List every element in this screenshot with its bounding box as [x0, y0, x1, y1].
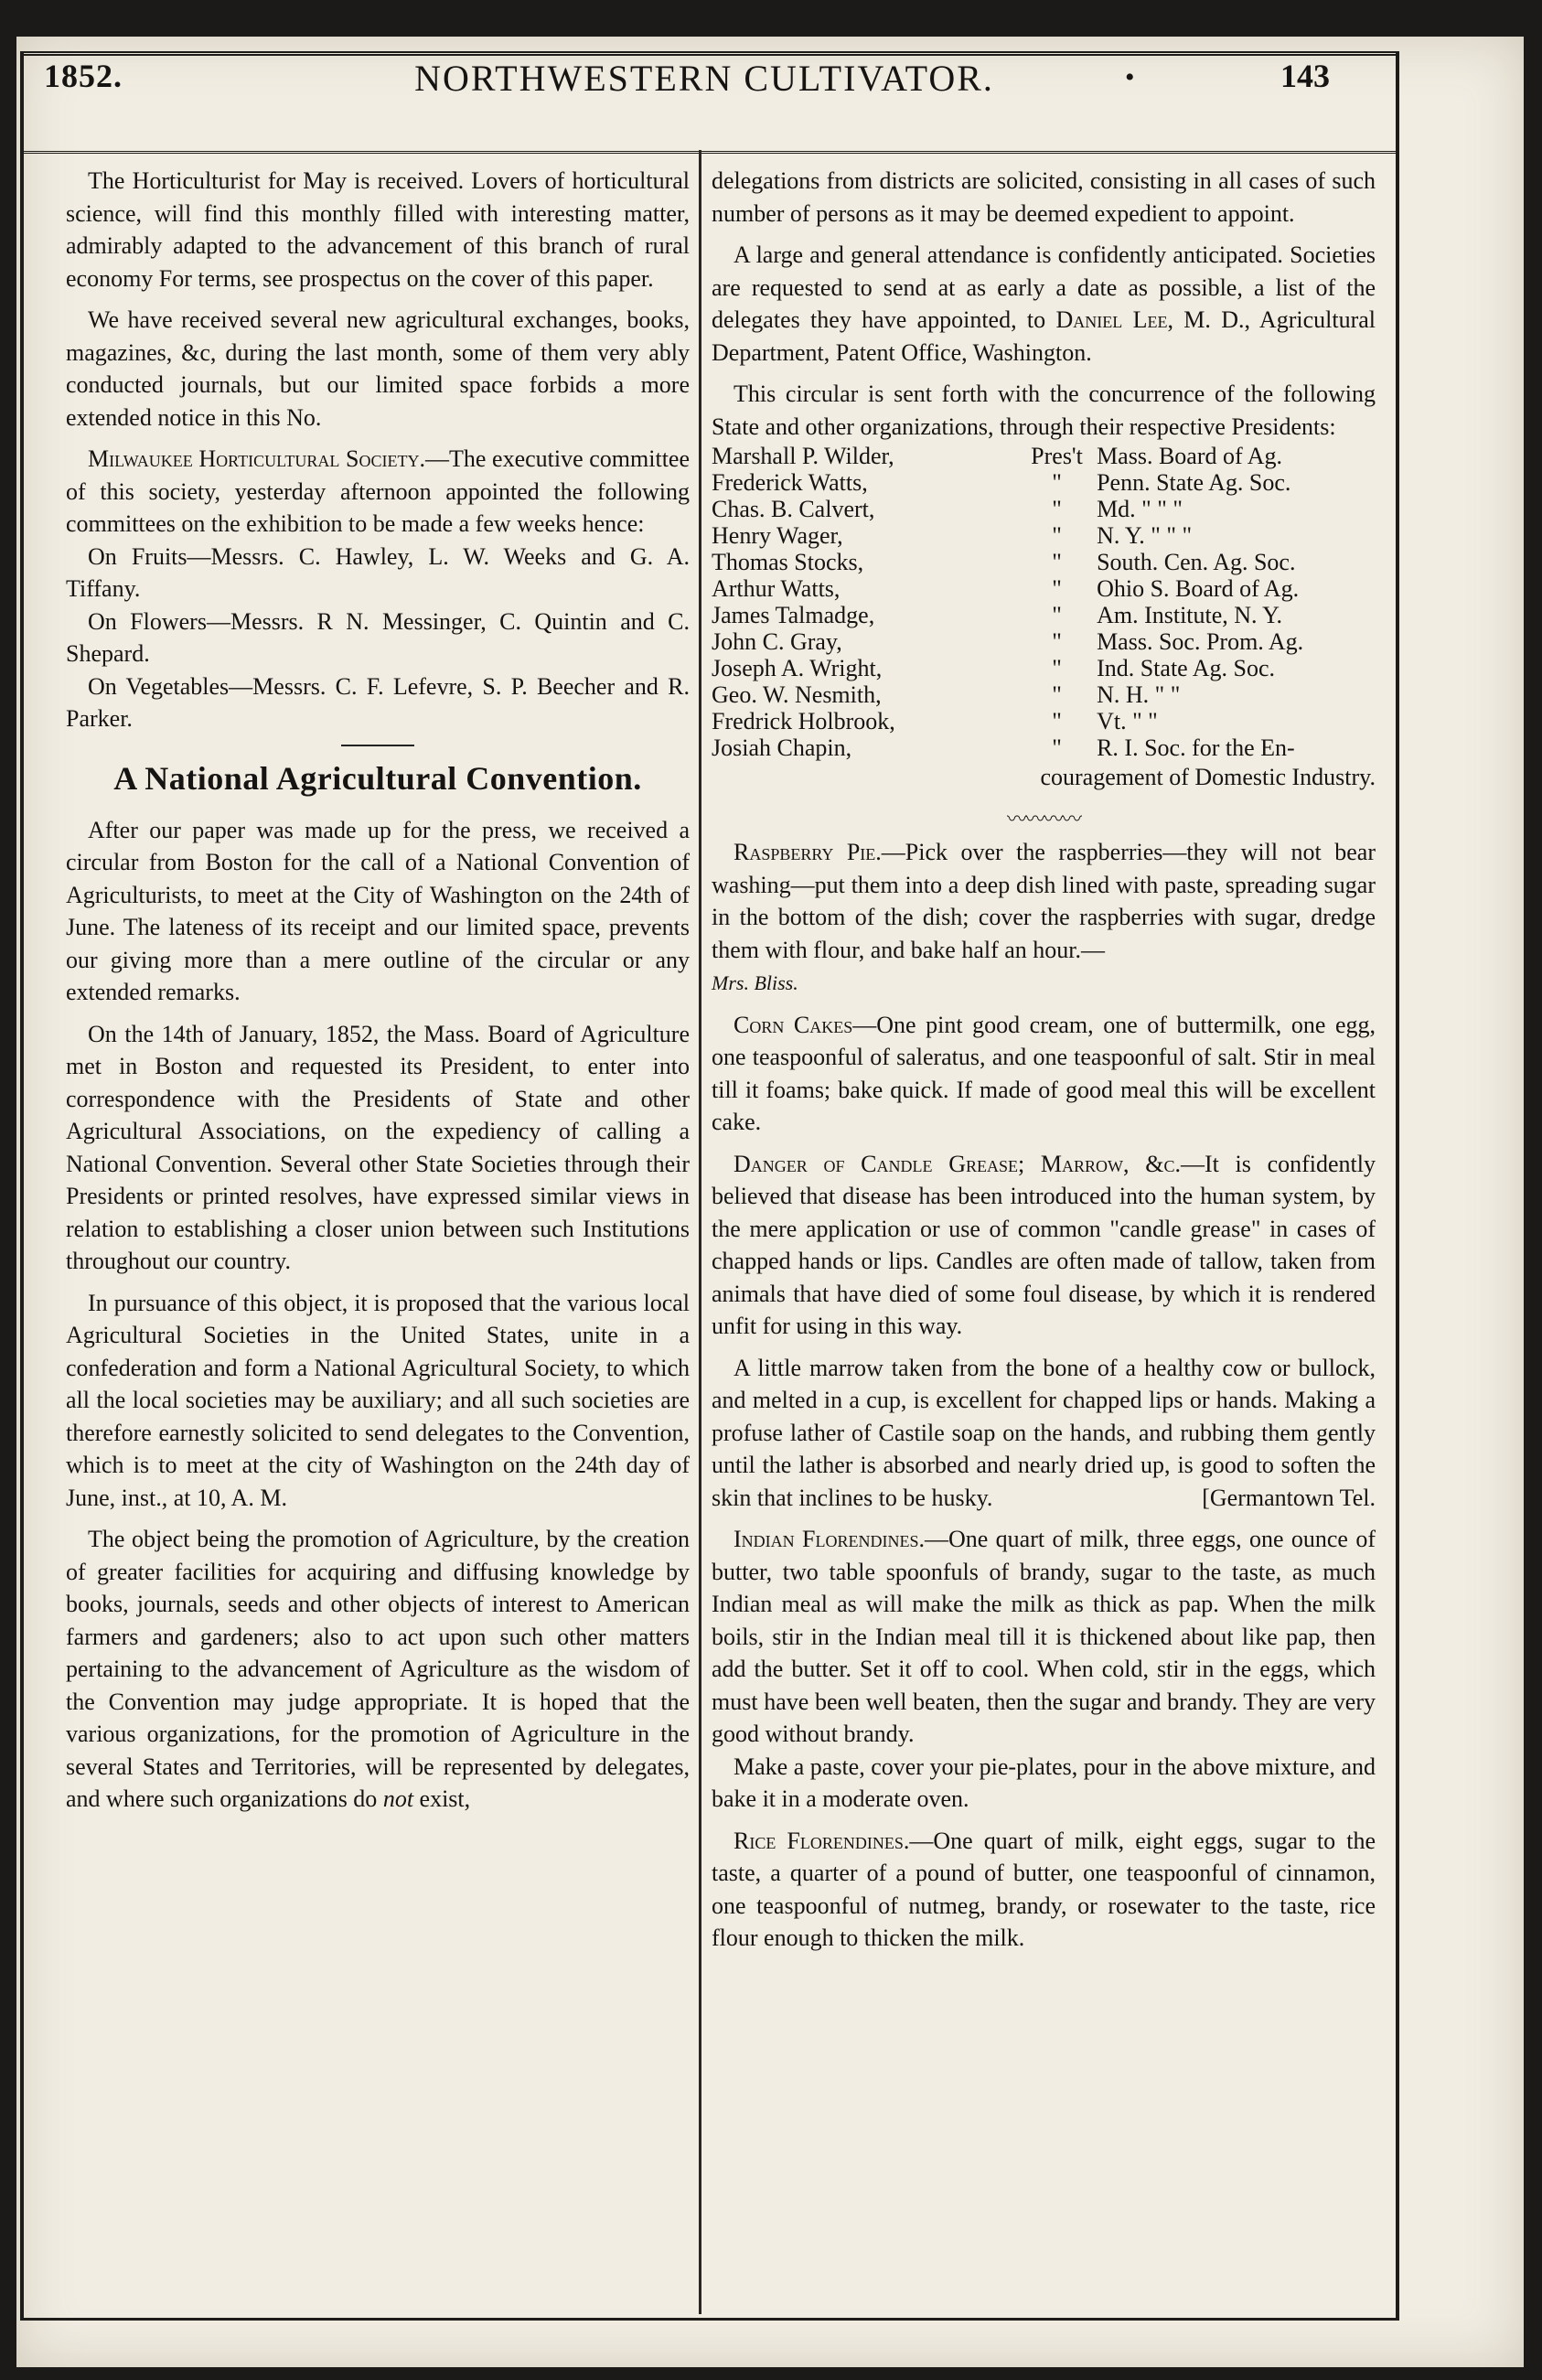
president-name: Chas. B. Calvert,: [712, 496, 875, 522]
section-rule: [341, 745, 414, 746]
president-organization: South. Cen. Ag. Soc.: [1097, 549, 1296, 575]
candle-grease-text: —It is confidently believed that disease has been introduced into the human system, by the mere application or use of common "candle grease" in cases of chapped hands or lips. Candles are often made of tallow, taken from animals that have died of some foul disease, by which it is rendered unfit for using in this way.: [712, 1150, 1376, 1339]
president-organization: N. H. " ": [1097, 681, 1181, 708]
raspberry-pie-heading: Raspberry Pie.: [734, 839, 882, 865]
corn-cakes-heading: Corn Cakes: [734, 1011, 853, 1038]
president-row: [712, 522, 1376, 549]
president-title: ": [1052, 708, 1062, 734]
president-title: ": [1052, 734, 1062, 761]
president-title: Pres't: [1031, 443, 1083, 469]
president-row: [712, 628, 1376, 655]
left-column: [66, 165, 690, 1825]
president-organization: Mass. Soc. Prom. Ag.: [1097, 628, 1304, 655]
rice-florendines-text: —One quart of milk, eight eggs, sugar to the taste, a quarter of a pound of butter, one teaspoonful of cinnamon, one teaspoonful of nutmeg, brandy, or rosewater to the taste, rice flour enough to thicken the milk.: [712, 1827, 1376, 1951]
delegate-contact-name: Daniel Lee: [1055, 306, 1168, 333]
corn-cakes-recipe: [712, 1009, 1376, 1139]
corn-cakes-text: —One pint good cream, one of buttermilk, one egg, one teaspoonful of saleratus, and one teaspoonful of salt. Stir in meal till it foams; bake quick. If made of good meal this will be excellent cake.: [712, 1011, 1376, 1135]
attendance-text: A large and general attendance is confidently anticipated. Societies are requested to send at as early a date as possible, a list of the delegates they have appointed, to: [712, 241, 1376, 333]
page-number: 143: [1280, 58, 1330, 94]
president-name: Geo. W. Nesmith,: [712, 681, 882, 708]
president-row: [712, 708, 1376, 734]
president-organization: Penn. State Ag. Soc.: [1097, 469, 1291, 496]
president-organization: Mass. Board of Ag.: [1097, 443, 1282, 469]
president-name: Arthur Watts,: [712, 575, 841, 602]
president-title: ": [1052, 681, 1062, 708]
raspberry-pie-text: —Pick over the raspberries—they will not bear washing—put them into a deep dish lined with paste, spreading sugar in the bottom of the dish; cover the raspberries with sugar, dredge them with flour, and bake half an hour.—: [712, 839, 1376, 963]
marrow-attribution: [Germantown Tel.: [1202, 1484, 1376, 1511]
convention-paragraph-1: After our paper was made up for the press, we received a circular from Boston for the call of a National Convention of Agriculturists, to meet at the City of Washington on the 24th of June. The lateness of its receipt and our limited space, prevents our giving more than a mere outline of the circular or any extended remarks.: [66, 816, 690, 1005]
president-row: [712, 734, 1376, 761]
ornamental-divider: 〰〰〰〰: [1006, 808, 1080, 831]
raspberry-pie-recipe: [712, 836, 1376, 1000]
president-title: ": [1052, 549, 1062, 575]
president-name: Thomas Stocks,: [712, 549, 864, 575]
horticulturist-notice: The Horticulturist for May is received. Lovers of horticultural science, will find this monthly filled with interesting matter, admirably adapted to the advancement of this branch of rural economy For terms, see prospectus on the cover of this paper.: [66, 167, 690, 292]
president-organization: Am. Institute, N. Y.: [1097, 602, 1283, 628]
president-title: ": [1052, 496, 1062, 522]
president-name: Joseph A. Wright,: [712, 655, 883, 681]
president-row: [712, 655, 1376, 681]
convention-emphasis: not: [382, 1785, 414, 1812]
milwaukee-paragraph: [66, 443, 690, 541]
president-title: ": [1052, 469, 1062, 496]
header-year: 1852.: [44, 58, 123, 94]
presidents-table: [712, 443, 1376, 761]
milwaukee-heading: Milwaukee Horticultural Society.: [88, 445, 425, 472]
president-organization: Md. " " ": [1097, 496, 1183, 522]
exchanges-notice: We have received several new agricultural exchanges, books, magazines, &c, during the last month, some of them very ably conducted journals, but our limited space forbids a more extended notice in this No.: [66, 306, 690, 431]
attendance-text-end: , M. D., Agricultural Department, Patent Office, Washington.: [712, 306, 1376, 366]
indian-florendines-text: —One quart of milk, three eggs, one ounce of butter, two table spoonfuls of brandy, sugar to the taste, as much Indian meal as will make the milk as thick as pap. When the milk boils, stir in the Indian meal till it is thickened about like pap, then add the butter. Set it off to cool. When cold, stir in the eggs, which must have been well beaten, then the sugar and brandy. They are very good without brandy.: [712, 1526, 1376, 1747]
convention-paragraph-2: On the 14th of January, 1852, the Mass. Board of Agriculture met in Boston and requested its President, to enter into correspondence with the Presidents of State and other Agricultural Associations, on the expediency of calling a National Convention. Several other State Societies through their Presidents or printed resolves, have expressed similar views in relation to establishing a closer union between such Institutions throughout our country.: [66, 1020, 690, 1274]
indian-florendines-recipe: [712, 1523, 1376, 1751]
president-title: ": [1052, 575, 1062, 602]
president-name: Fredrick Holbrook,: [712, 708, 895, 734]
committee-fruits: On Fruits—Messrs. C. Hawley, L. W. Weeks and G. A. Tiffany.: [66, 542, 690, 602]
president-row: [712, 496, 1376, 522]
president-name: John C. Gray,: [712, 628, 842, 655]
president-row: [712, 549, 1376, 575]
president-name: Josiah Chapin,: [712, 734, 852, 761]
president-name: Frederick Watts,: [712, 469, 868, 496]
concurrence-paragraph: This circular is sent forth with the concurrence of the following State and other organizations, through their respective Presidents:: [712, 381, 1376, 440]
president-organization: R. I. Soc. for the En-: [1097, 734, 1295, 761]
column-divider: [699, 150, 701, 2314]
president-title: ": [1052, 628, 1062, 655]
president-name: James Talmadge,: [712, 602, 875, 628]
rice-florendines-heading: Rice Florendines.: [734, 1827, 910, 1854]
president-title: ": [1052, 522, 1062, 549]
convention-paragraph-4: [66, 1523, 690, 1816]
delegations-paragraph: delegations from districts are solicited, consisting in all cases of such number of persons as it may be deemed expedient to appoint.: [712, 167, 1376, 227]
president-organization: Ind. State Ag. Soc.: [1097, 655, 1276, 681]
candle-grease-heading: Danger of Candle Grease; Marrow, &c.: [734, 1150, 1181, 1177]
president-title: ": [1052, 602, 1062, 628]
candle-grease-article: [712, 1148, 1376, 1343]
president-name: Marshall P. Wilder,: [712, 443, 894, 469]
president-row: [712, 681, 1376, 708]
raspberry-pie-attribution: Mrs. Bliss.: [712, 971, 798, 994]
header-ornament: •: [1125, 62, 1135, 92]
marrow-paragraph: [712, 1352, 1376, 1515]
indian-florendines-paragraph-2: Make a paste, cover your pie-plates, pour in the above mixture, and bake it in a moderate oven.: [712, 1753, 1376, 1812]
committee-vegetables: On Vegetables—Messrs. C. F. Lefevre, S. P. Beecher and R. Parker.: [66, 672, 690, 732]
marrow-text: A little marrow taken from the bone of a healthy cow or bullock, and melted in a cup, is excellent for chapped lips or hands. Making a profuse lather of Castile soap on the hands, and rubbing them gently until the lather is absorbed and nearly dried up, is good to soften the skin that inclines to be husky.: [712, 1354, 1376, 1511]
president-row: [712, 469, 1376, 496]
president-title: ": [1052, 655, 1062, 681]
president-row: [712, 575, 1376, 602]
convention-paragraph-3: In pursuance of this object, it is proposed that the various local Agricultural Societies in the United States, unite in a confederation and form a National Agricultural Society, to which all the local societies may be auxiliary; and all such societies are therefore earnestly solicited to send delegates to the Convention, which is to meet at the city of Washington on the 24th day of June, inst., at 10, A. M.: [66, 1289, 690, 1511]
right-column: [712, 165, 1376, 1964]
president-organization: Ohio S. Board of Ag.: [1097, 575, 1300, 602]
president-name: Henry Wager,: [712, 522, 843, 549]
header-title: NORTHWESTERN CULTIVATOR.: [414, 58, 994, 99]
president-row: [712, 602, 1376, 628]
presidents-last-line: couragement of Domestic Industry.: [1040, 764, 1376, 790]
president-row: [712, 443, 1376, 469]
president-organization: Vt. " ": [1097, 708, 1158, 734]
committee-flowers: On Flowers—Messrs. R N. Messinger, C. Quintin and C. Shepard.: [66, 607, 690, 667]
rice-florendines-recipe: [712, 1825, 1376, 1955]
president-organization: N. Y. " " ": [1097, 522, 1193, 549]
milwaukee-text: —The executive committee of this society, yesterday afternoon appointed the following committees on the exhibition to be made a few weeks hence:: [66, 445, 690, 537]
convention-paragraph-4-text: The object being the promotion of Agriculture, by the creation of greater facilities for acquiring and diffusing knowledge by books, journals, seeds and other objects of interest to American farmers and gardeners; also to act upon such other matters pertaining to the advancement of Agriculture as the wisdom of the Convention may judge appropriate. It is hoped that the various organizations, for the promotion of Agriculture in the several States and Territories, will be represented by delegates, and where such organizations do: [66, 1526, 690, 1812]
convention-paragraph-4-end: exist,: [413, 1785, 471, 1812]
indian-florendines-heading: Indian Florendines.: [734, 1526, 925, 1552]
convention-title: A National Agricultural Convention.: [113, 759, 642, 797]
attendance-paragraph: [712, 239, 1376, 369]
